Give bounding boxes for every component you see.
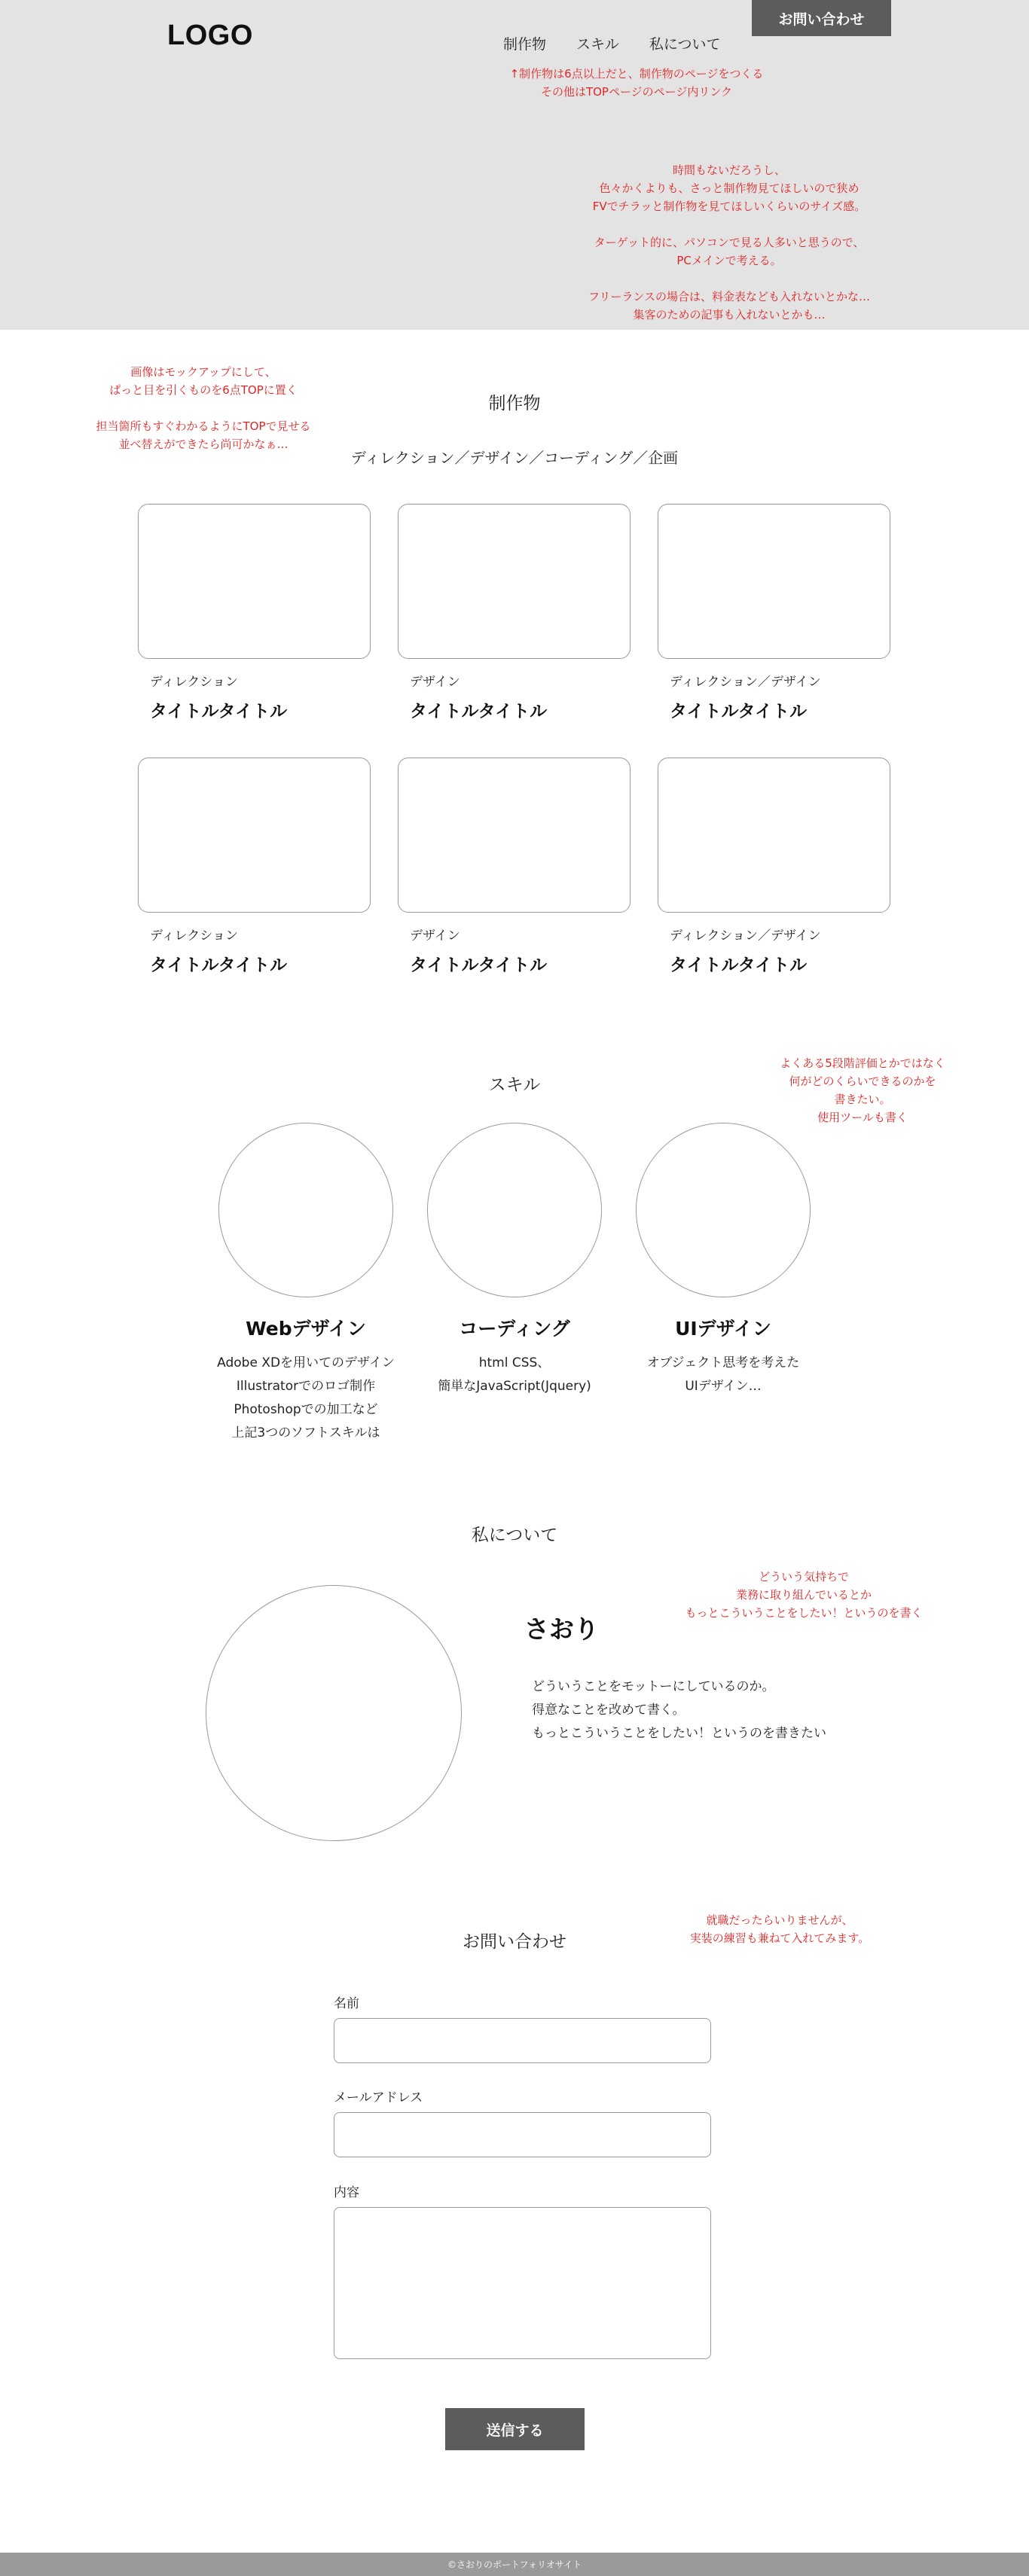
profile-name: さおり [524,1614,599,1644]
skill-item [193,1123,419,1445]
skill-image [218,1123,393,1297]
nav-skills[interactable]: スキル [576,36,619,53]
work-category: ディレクション [150,675,238,690]
work-title[interactable]: タイトルタイトル [150,956,288,975]
contact-annotation: 就職だったらいりませんが、 実装の練習も兼ねて入れてみます。 [689,1913,870,1945]
work-card[interactable] [138,504,371,722]
work-title[interactable]: タイトルタイトル [410,702,548,721]
footer [0,2553,1029,2576]
main-nav [503,33,750,53]
skill-image [427,1123,602,1297]
message-field[interactable] [334,2207,711,2359]
about-section-title: 私について [471,1526,558,1545]
contact-section-title: お問い合わせ [463,1932,566,1952]
works-section-title: 制作物 [488,394,541,413]
work-title[interactable]: タイトルタイトル [670,702,808,721]
works-annotation: 画像はモックアップにして、 ぱっと目を引くものを6点TOPに置く 担当箇所もすぐわかるようにTOPで見せる 並べ替えができたら尚可かなぁ… [96,365,311,451]
name-field[interactable] [334,2018,711,2063]
skill-description: Adobe XDを用いてのデザイン Illustratorでのロゴ制作 Photoshopでの加工など 上記3つのソフトスキルは [217,1355,395,1440]
work-card[interactable] [658,758,890,976]
about-annotation: どういう気持ちで 業務に取り組んでいるとか もっとこういうことをしたい！というのを書く [685,1570,923,1620]
work-title[interactable]: タイトルタイトル [150,702,288,721]
hero-annotation: 時間もないだろうし、 色々かくよりも、さっと制作物見てほしいので狭め FVでチラッと制作物を見てほしいくらいのサイズ感。 ターゲット的に、パソコンで見る人多いと思うので、 PCメインで考える。 フリーランスの場合は、料金表なども入れないとかな… 集客のための記事も入れないとかも… [588,163,870,322]
work-title[interactable]: タイトルタイトル [670,956,808,975]
name-label: 名前 [334,1996,359,2011]
work-category: デザイン [410,675,460,690]
copyright-text: ©さおりのポートフォリオサイト [447,2559,582,2570]
skill-item [402,1123,627,1398]
skills-annotation: よくある5段階評価とかではなく 何がどのくらいできるのかを 書きたい。 使用ツールも書く [780,1056,945,1124]
nav-works[interactable]: 制作物 [503,36,547,53]
email-label: メールアドレス [334,2090,423,2105]
message-label: 内容 [334,2185,359,2200]
work-card[interactable] [398,504,631,722]
works-subtitle: ディレクション／デザイン／コーディング／企画 [350,449,679,467]
profile-text: どういうことをモットーにしているのか。 得意なことを改めて書く。 もっとこういうことをしたい！というのを書きたい [532,1679,826,1741]
skill-description: オブジェクト思考を考えた UIデザイン… [646,1355,800,1394]
work-card[interactable] [398,758,631,976]
nav-annotation: ↑制作物は6点以上だと、制作物のページをつくる その他はTOPページのページ内リンク [509,67,764,99]
skill-name: Webデザイン [246,1318,366,1340]
hero-header [0,0,1029,330]
nav-about[interactable]: 私について [649,36,721,53]
work-category: ディレクション／デザイン [670,928,821,944]
skill-name: コーディング [459,1318,570,1340]
profile-avatar [206,1585,462,1841]
skill-item [610,1123,836,1398]
work-thumbnail[interactable] [658,504,890,659]
skill-description: html CSS、 簡単なJavaScript(Jquery) [438,1355,591,1394]
email-field[interactable] [334,2112,711,2157]
work-card[interactable] [138,758,371,976]
work-thumbnail[interactable] [138,758,371,913]
skills-section-title: スキル [488,1075,541,1095]
work-thumbnail[interactable] [138,504,371,659]
work-category: ディレクション [150,928,238,944]
work-thumbnail[interactable] [398,758,631,913]
work-category: デザイン [410,928,460,944]
skill-image [636,1123,811,1297]
work-thumbnail[interactable] [658,758,890,913]
work-title[interactable]: タイトルタイトル [410,956,548,975]
submit-button[interactable]: 送信する [445,2408,585,2450]
work-category: ディレクション／デザイン [670,675,821,690]
contact-button[interactable]: お問い合わせ [752,0,891,36]
work-card[interactable] [658,504,890,722]
logo[interactable]: LOGO [167,20,253,51]
work-thumbnail[interactable] [398,504,631,659]
skill-name: UIデザイン [675,1318,771,1340]
